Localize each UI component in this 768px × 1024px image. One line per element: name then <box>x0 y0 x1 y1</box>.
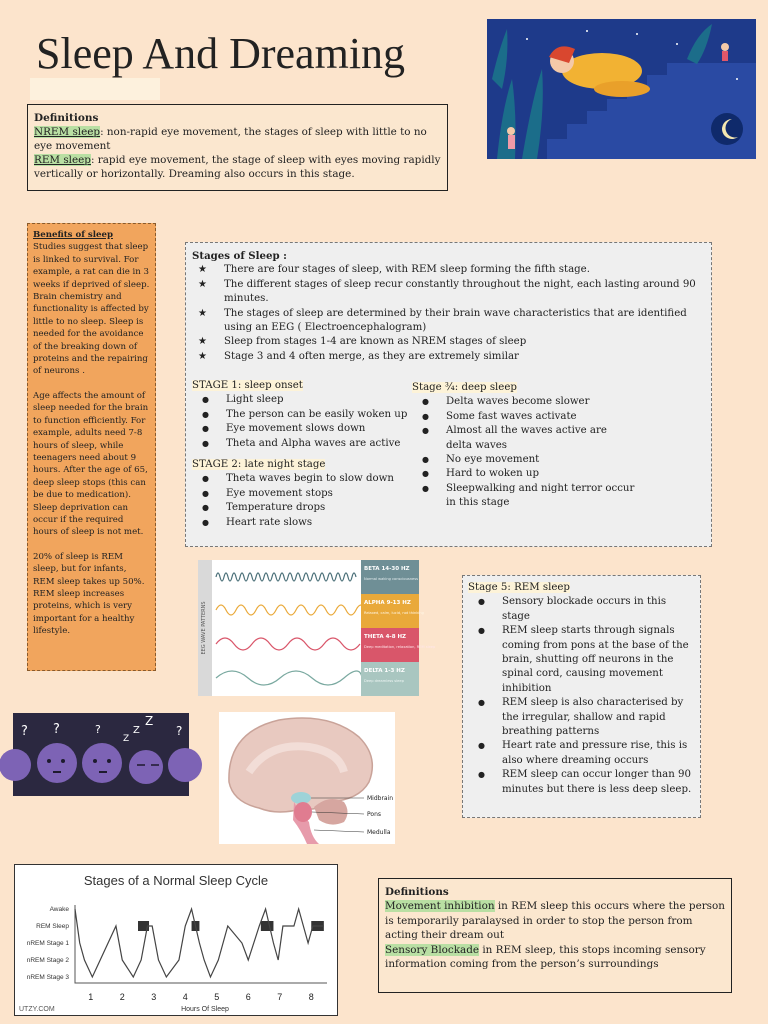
stage-right-column <box>412 381 672 511</box>
list-item: ● REM sleep can occur longer than 90 minutes but there is less deep sleep. <box>468 768 695 797</box>
definitions-box-bottom <box>378 878 732 993</box>
list-item: ● Almost all the waves active are delta waves <box>412 424 672 453</box>
definitions-heading: Definitions <box>385 886 449 898</box>
chart-x-tick-label: 5 <box>214 992 220 1002</box>
chart-y-tick-label: nREM Stage 2 <box>26 957 69 964</box>
eeg-side-label: EEG WAVE PATTERNS <box>201 601 207 655</box>
movement-inhibition-definition: in REM sleep this occurs where the person is temporarily paralaysed in order to stop the person from acting their dream out <box>385 900 725 942</box>
list-item: ● Eye movement slows down <box>192 422 414 436</box>
benefits-heading: Benefits of sleep <box>33 230 113 240</box>
rem-definition: : rapid eye movement, the stage of sleep with eyes moving rapidly vertically or horizontally. Dreaming also occurs in this stage. <box>34 154 441 180</box>
chart-x-tick-label: 4 <box>182 992 188 1002</box>
definitions-box-top <box>27 104 448 191</box>
chart-y-tick-label: REM Sleep <box>36 923 69 930</box>
list-item: ● Heart rate and pressure rise, this is also where dreaming occurs <box>468 739 695 768</box>
chart-y-tick-label: Awake <box>49 906 69 913</box>
list-item: ★ The stages of sleep are determined by their brain wave characteristics that are identified using an EEG ( Electroencephalogram) <box>192 307 705 336</box>
list-item: ★ Sleep from stages 1-4 are known as NREM stages of sleep <box>192 335 705 349</box>
chart-x-tick-label: 7 <box>277 992 283 1002</box>
eeg-band-label: ALPHA 9-13 HZ <box>364 600 411 606</box>
sensory-blockade-definition: in REM sleep, this stops incoming sensory information coming from the person’s surroundings <box>385 943 706 971</box>
eeg-band-desc: Relaxed, calm, lucid, not thinking <box>364 611 424 615</box>
eeg-band-label: BETA 14-30 HZ <box>364 566 410 572</box>
list-item: ● Eye movement stops <box>192 487 414 501</box>
list-item: ● Heart rate slows <box>192 516 414 530</box>
chart-x-tick-label: 2 <box>119 992 125 1002</box>
svg-text:Z: Z <box>133 725 140 736</box>
chart-y-tick-label: nREM Stage 1 <box>26 940 69 947</box>
list-item: ★ The different stages of sleep recur constantly throughout the night, each lasting around 90 minutes. <box>192 278 705 307</box>
eeg-band-desc: Deep meditation, relaxation, REM sleep <box>364 645 436 649</box>
chart-rem-block <box>261 921 274 931</box>
list-item: ★ Stage 3 and 4 often merge, as they are extremely similar <box>192 350 705 364</box>
chart-source: UTZY.COM <box>19 1006 55 1013</box>
chart-x-tick-label: 3 <box>151 992 157 1002</box>
sleep-cycle-svg <box>15 865 337 1015</box>
svg-text:?: ? <box>176 724 183 738</box>
list-item: ● No eye movement <box>412 453 672 467</box>
svg-text:?: ? <box>95 723 101 736</box>
chart-axis <box>75 905 327 983</box>
svg-text:Z: Z <box>145 714 154 728</box>
list-item: ● Temperature drops <box>192 501 414 515</box>
eeg-band-desc: Normal waking consciousness <box>364 577 418 581</box>
chart-y-tick-label: nREM Stage 3 <box>26 974 69 981</box>
sleep-cycle-chart <box>14 864 338 1016</box>
list-item: ★ There are four stages of sleep, with REM sleep forming the fifth stage. <box>192 263 705 277</box>
list-item: ● Sensory blockade occurs in this stage <box>468 595 695 624</box>
brain-label-midbrain: Midbrain <box>367 795 394 802</box>
list-item: ● Theta and Alpha waves are active <box>192 437 414 451</box>
rem-term: REM sleep <box>34 154 91 166</box>
stage1-heading: STAGE 1: sleep onset <box>192 380 303 391</box>
list-item: ● Some fast waves activate <box>412 410 672 424</box>
title-highlight <box>30 78 160 100</box>
stage2-heading: STAGE 2: late night stage <box>192 459 326 471</box>
stages-bullet-list <box>192 263 705 364</box>
eeg-band-label: THETA 4-8 HZ <box>364 634 407 640</box>
page-title: Sleep And Dreaming <box>36 29 406 78</box>
nrem-definition: : non-rapid eye movement, the stages of sleep with little to no eye movement <box>34 126 427 152</box>
list-item: ● REM sleep is also characterised by the irregular, shallow and rapid breathing patterns <box>468 696 695 739</box>
brain-label-medulla: Medulla <box>367 829 391 836</box>
list-item: ● REM sleep starts through signals coming from pons at the base of the brain, shutting off neurons in the spinal cord, causing movement inhibition <box>468 624 695 696</box>
stage34-heading: Stage ¾: deep sleep <box>412 382 517 393</box>
chart-x-tick-label: 1 <box>88 992 94 1002</box>
list-item: ● The person can be easily woken up <box>192 408 414 422</box>
svg-text:Z: Z <box>123 734 130 744</box>
brain-illustration <box>219 712 395 844</box>
benefits-paragraph: 20% of sleep is REM sleep, but for infants, REM sleep takes up 50%. REM sleep increases proteins, which is very important for a healthy lifestyle. <box>33 551 145 637</box>
list-item: ● Hard to woken up <box>412 467 672 481</box>
chart-x-axis-label: Hours Of Sleep <box>181 1006 229 1013</box>
sleepy-faces-illustration <box>13 713 189 796</box>
stage5-heading: Stage 5: REM sleep <box>468 582 570 593</box>
svg-text:?: ? <box>21 724 28 739</box>
stage5-box <box>462 575 701 818</box>
benefits-box <box>27 223 156 671</box>
stage-left-column <box>192 379 414 530</box>
list-item: ● Theta waves begin to slow down <box>192 472 414 486</box>
chart-title: Stages of a Normal Sleep Cycle <box>83 873 269 888</box>
eeg-band-label: DELTA 1-3 HZ <box>364 668 405 674</box>
definitions-heading: Definitions <box>34 112 99 124</box>
eeg-band-desc: Deep dreamless sleep <box>364 679 404 683</box>
benefits-paragraph: Studies suggest that sleep is linked to survival. For example, a rat can die in 3 weeks if deprived of sleep. Brain chemistry and functionality is affected by little to no sleep. Sleep is needed for the avoidance of the breaking down of proteins and the repairing of neurons . <box>33 242 150 377</box>
list-item: ● Light sleep <box>192 393 414 407</box>
chart-x-tick-label: 8 <box>308 992 314 1002</box>
brain-label-pons: Pons <box>367 811 382 818</box>
svg-text:?: ? <box>53 722 60 737</box>
nrem-term: NREM sleep <box>34 126 101 138</box>
benefits-paragraph: Age affects the amount of sleep needed for the brain to function efficiently. For example, adults need 7-8 hours of sleep, while teenagers need about 9 hours. After the age of 65, deep sleep stops (this can be due to medication). Sleep deprivation can occur if the required hours of sleep is not met. <box>33 390 149 538</box>
sensory-blockade-term: Sensory Blockade <box>385 943 480 956</box>
chart-x-tick-label: 6 <box>245 992 251 1002</box>
list-item: ● Sleepwalking and night terror occur in this stage <box>412 482 672 511</box>
stages-box <box>185 242 712 547</box>
eeg-wave-image <box>198 560 436 696</box>
sleeping-girl-illustration <box>487 19 756 159</box>
stages-heading: Stages of Sleep : <box>192 250 287 262</box>
chart-series-line <box>75 909 324 977</box>
movement-inhibition-term: Movement inhibition <box>385 900 495 913</box>
list-item: ● Delta waves become slower <box>412 395 672 409</box>
